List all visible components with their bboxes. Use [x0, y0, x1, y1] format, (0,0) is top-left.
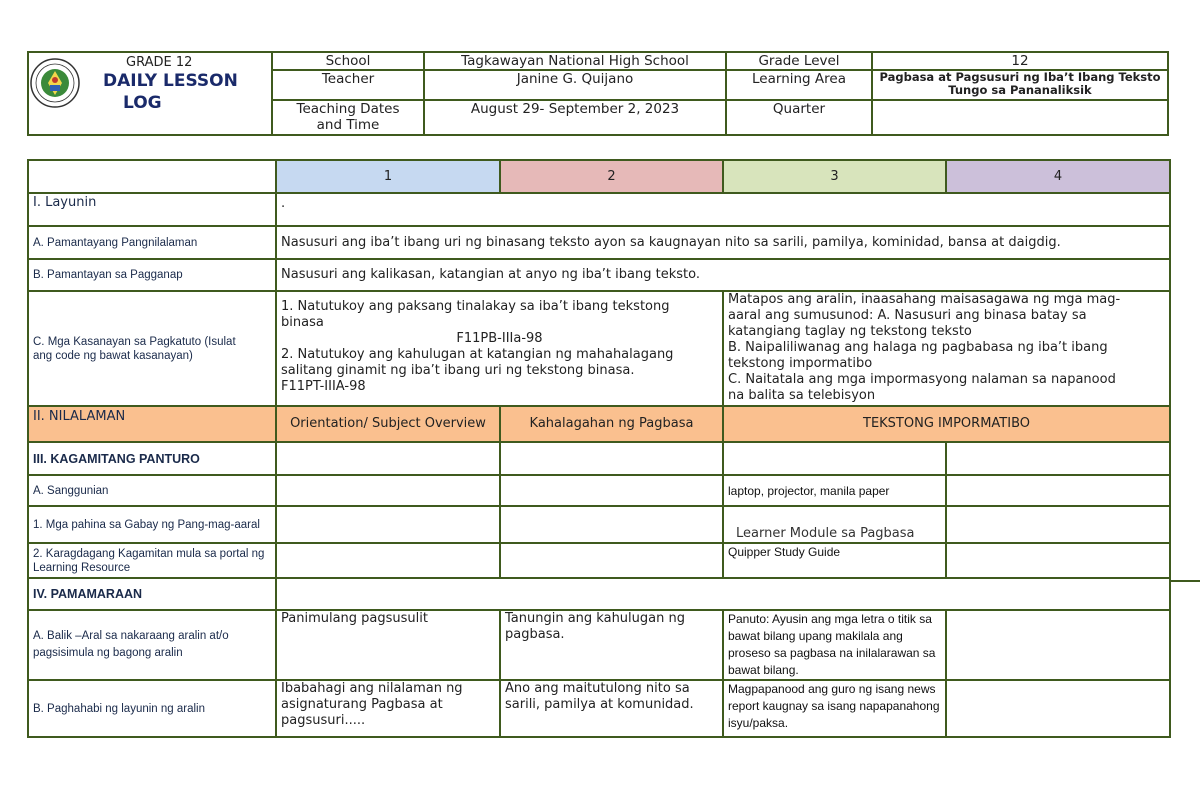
- paghahabi-label: B. Paghahabi ng layunin ng aralin: [28, 680, 276, 737]
- karagdagan-day-4: [946, 543, 1170, 578]
- gabay-label: 1. Mga pahina sa Gabay ng Pang-mag-aaral: [28, 506, 276, 543]
- title-line-2: LOG: [123, 93, 162, 113]
- kasanayan-label: [28, 291, 276, 406]
- pamamaraan-label: IV. PAMAMARAAN: [28, 578, 276, 610]
- table-row: [28, 193, 1170, 226]
- kasanayan-left-6: F11PT-IIIA-98: [281, 379, 366, 394]
- kasanayan-left-3: F11PB-IIIa-98: [456, 331, 543, 346]
- balik-day-3: Panuto: Ayusin ang mga letra o titik sa bawat bilang upang makilala ang proseso sa pagbasa na inilalarawan sa bawat bilang.: [723, 610, 946, 680]
- dates-label: [272, 100, 424, 135]
- kasanayan-label-line-1: C. Mga Kasanayan sa Pagkatuto (Isulat: [33, 335, 236, 348]
- table-row: [28, 680, 1170, 737]
- quarter-label: Quarter: [726, 100, 872, 135]
- table-row: [28, 543, 1170, 578]
- pamantayang-label: A. Pamantayang Pangnilalaman: [28, 226, 276, 259]
- nilalaman-day-1: Orientation/ Subject Overview: [276, 406, 500, 442]
- table-row: [28, 475, 1170, 506]
- kasanayan-left: [276, 291, 723, 406]
- grade-level-value: 12: [872, 52, 1168, 70]
- kasanayan-left-4: 2. Natutukoy ang kahulugan at katangian ng mahahalagang: [281, 347, 674, 362]
- pamantayang-value: Nasusuri ang iba’t ibang uri ng binasang teksto ayon sa kaugnayan nito sa sarili, pamilya, kominidad, bansa at daigdig.: [276, 226, 1170, 259]
- balik-day-1: Panimulang pagsusulit: [276, 610, 500, 680]
- table-row: [28, 226, 1170, 259]
- sanggunian-day-2: [500, 475, 723, 506]
- dates-value: August 29- September 2, 2023: [424, 100, 726, 135]
- kasanayan-label-line-2: ang code ng bawat kasanayan): [33, 349, 193, 362]
- karagdagan-day-2: [500, 543, 723, 578]
- nilalaman-row: [28, 406, 1170, 442]
- kasanayan-left-5: salitang ginamit ng iba’t ibang uri ng tekstong binasa.: [281, 363, 635, 378]
- blank-header-cell: [28, 160, 276, 193]
- nilalaman-label: II. NILALAMAN: [28, 406, 276, 442]
- paghahabi-day-4: [946, 680, 1170, 737]
- layunin-label: I. Layunin: [28, 193, 276, 226]
- table-row: [28, 291, 1170, 406]
- sanggunian-day-4: [946, 475, 1170, 506]
- school-logo-icon: [30, 58, 80, 108]
- kasanayan-right-1: Matapos ang aralin, inaasahang maisasagawa ng mga mag-: [728, 292, 1121, 307]
- day-2-header: 2: [500, 160, 723, 193]
- kagamitan-label: III. KAGAMITANG PANTURO: [28, 442, 276, 475]
- paghahabi-day-2: Ano ang maitutulong nito sa sarili, pamilya at komunidad.: [500, 680, 723, 737]
- sanggunian-label: A. Sanggunian: [28, 475, 276, 506]
- header-table: [27, 51, 1169, 136]
- quarter-value: [872, 100, 1168, 135]
- grade-level-label: Grade Level: [726, 52, 872, 70]
- pagganap-label: B. Pamantayan sa Pagganap: [28, 259, 276, 291]
- day-header-row: [28, 160, 1170, 193]
- balik-day-2: Tanungin ang kahulugan ng pagbasa.: [500, 610, 723, 680]
- karagdagan-day-1: [276, 543, 500, 578]
- gabay-day-4: [946, 506, 1170, 543]
- kagamitan-day-4: [946, 442, 1170, 475]
- paghahabi-day-3: Magpapanood ang guro ng isang news report kaugnay sa isang napapanahong isyu/paksa.: [723, 680, 946, 737]
- day-3-header: 3: [723, 160, 946, 193]
- gabay-day-3: Learner Module sa Pagbasa: [723, 506, 946, 543]
- title-block: [118, 55, 192, 70]
- dates-label-line-1: Teaching Dates: [296, 101, 400, 117]
- kasanayan-right-5: tekstong impormatibo: [728, 356, 873, 371]
- table-row: [28, 259, 1170, 291]
- kagamitan-day-2: [500, 442, 723, 475]
- paghahabi-day-1: Ibabahagi ang nilalaman ng asignaturang Pagbasa at pagsusuri.....: [276, 680, 500, 737]
- kasanayan-right-4: B. Naipaliliwanag ang halaga ng pagbabasa ng iba’t ibang: [728, 340, 1108, 355]
- school-value: Tagkawayan National High School: [424, 52, 726, 70]
- gabay-day-1: [276, 506, 500, 543]
- learning-area-label: Learning Area: [726, 70, 872, 100]
- karagdagan-day-3: Quipper Study Guide: [723, 543, 946, 578]
- dates-label-line-2: and Time: [316, 117, 380, 133]
- nilalaman-day-2: Kahalagahan ng Pagbasa: [500, 406, 723, 442]
- lesson-table: [27, 159, 1171, 738]
- table-divider: [1169, 580, 1200, 582]
- kagamitan-day-3: [723, 442, 946, 475]
- learning-area-value: [872, 70, 1168, 100]
- karagdagan-label: 2. Karagdagang Kagamitan mula sa portal ng Learning Resource: [28, 543, 276, 578]
- kagamitan-day-1: [276, 442, 500, 475]
- kasanayan-right: [723, 291, 1170, 406]
- kasanayan-right-3: katangiang taglay ng tekstong teksto: [728, 324, 972, 339]
- kasanayan-right-2: aaral ang sumusunod: A. Nasusuri ang binasa batay sa: [728, 308, 1087, 323]
- layunin-value: .: [276, 193, 1170, 226]
- kasanayan-left-1: 1. Natutukoy ang paksang tinalakay sa iba’t ibang tekstong: [281, 299, 670, 314]
- school-label: School: [272, 52, 424, 70]
- title-line-1: DAILY LESSON: [103, 71, 238, 91]
- learning-area-line-1: Pagbasa at Pagsusuri ng Iba’t Ibang Teksto: [879, 70, 1161, 84]
- day-4-header: 4: [946, 160, 1170, 193]
- kasanayan-right-6: C. Naitatala ang mga impormasyong nalaman sa napanood: [728, 372, 1116, 387]
- gabay-day-2: [500, 506, 723, 543]
- table-row: [28, 506, 1170, 543]
- kasanayan-right-7: na balita sa telebisyon: [728, 388, 876, 403]
- sanggunian-day-1: [276, 475, 500, 506]
- pamamaraan-value: [276, 578, 1170, 610]
- table-row: [28, 610, 1170, 680]
- balik-label: A. Balik –Aral sa nakaraang aralin at/o pagsisimula ng bagong aralin: [28, 610, 276, 680]
- pagganap-value: Nasusuri ang kalikasan, katangian at anyo ng iba’t ibang teksto.: [276, 259, 1170, 291]
- day-1-header: 1: [276, 160, 500, 193]
- table-row: [28, 578, 1170, 610]
- balik-day-4: [946, 610, 1170, 680]
- table-row: [28, 442, 1170, 475]
- kasanayan-left-2: binasa: [281, 315, 324, 330]
- nilalaman-day-3-4: TEKSTONG IMPORMATIBO: [723, 406, 1170, 442]
- teacher-label: Teacher: [272, 70, 424, 100]
- learning-area-line-2: Tungo sa Pananaliksik: [948, 83, 1092, 97]
- teacher-value: Janine G. Quijano: [424, 70, 726, 100]
- grade-text: GRADE 12: [126, 55, 193, 70]
- sanggunian-day-3: laptop, projector, manila paper: [723, 475, 946, 506]
